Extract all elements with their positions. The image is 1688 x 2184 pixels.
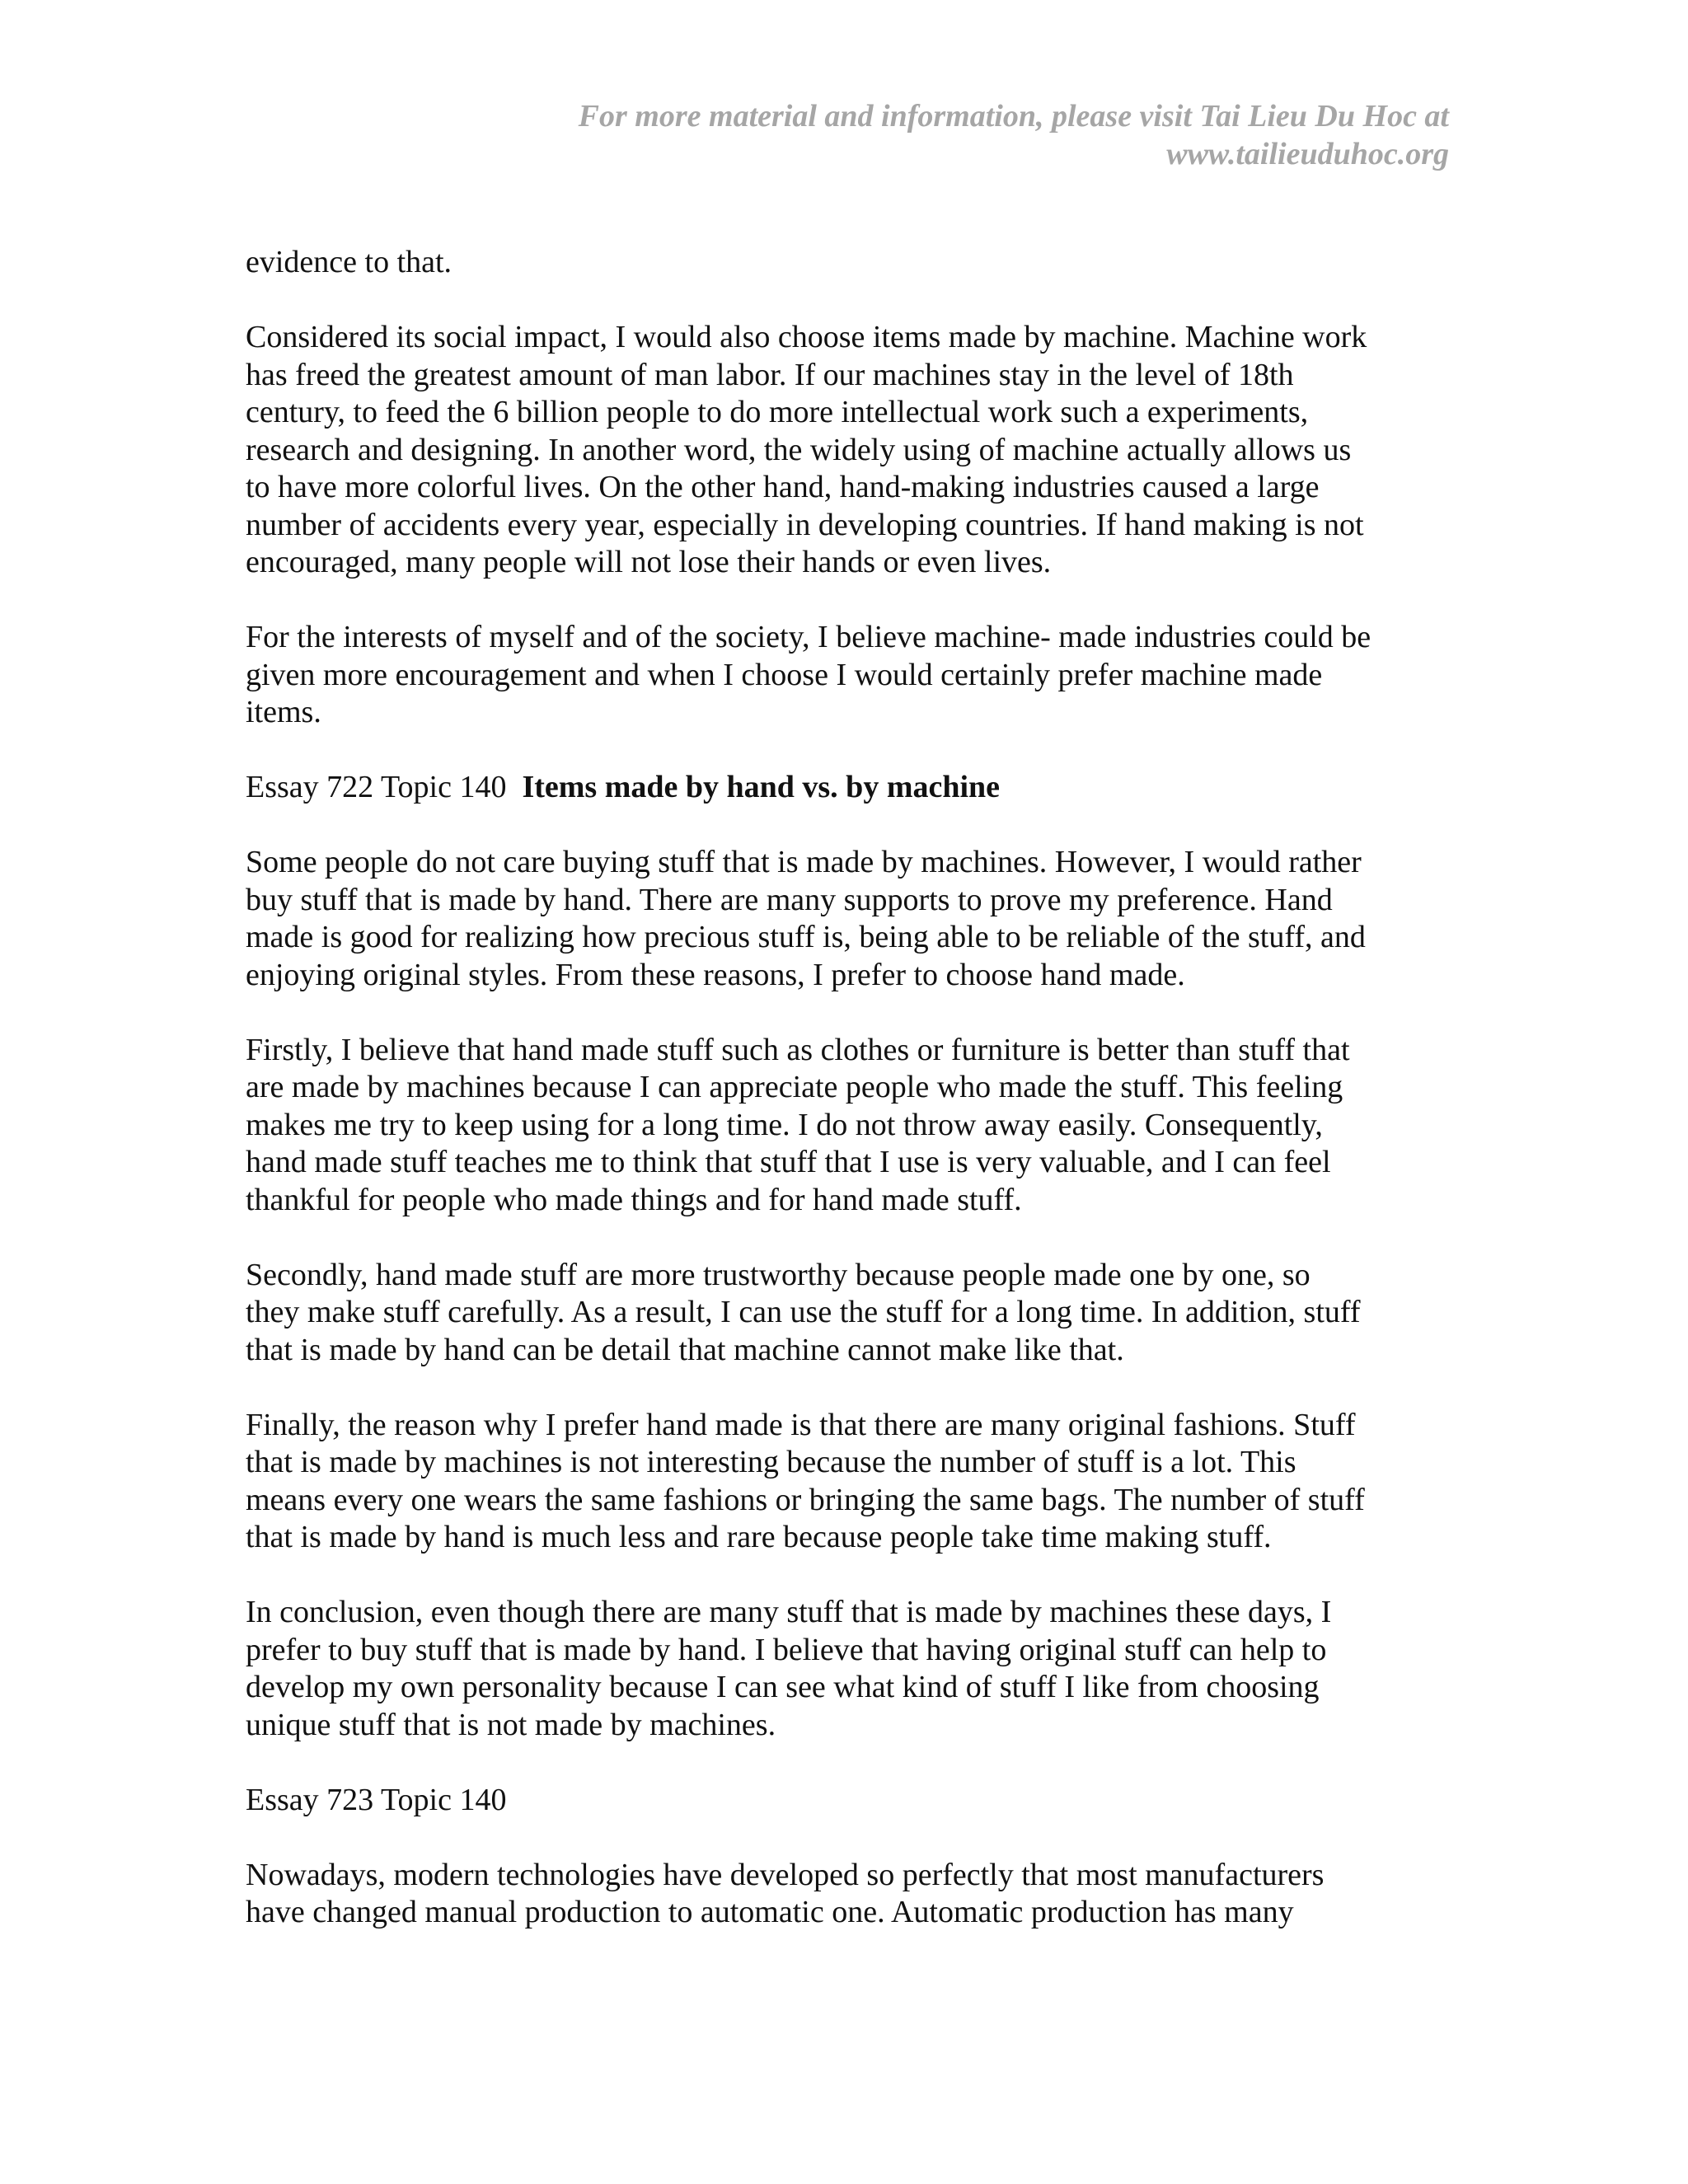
page-header xyxy=(460,97,1449,173)
text-line: that is made by machines is not interesting because the number of stuff is a lot. This xyxy=(246,1445,1296,1479)
text-line: items. xyxy=(246,695,321,729)
essay-723-label: Essay 723 Topic 140 xyxy=(246,1782,507,1817)
paragraph-social-impact xyxy=(246,319,1449,582)
essay-722-label: Essay 722 Topic 140 xyxy=(246,770,507,804)
text-line: Nowadays, modern technologies have developed so perfectly that most manufacturers xyxy=(246,1857,1325,1892)
text-line: has freed the greatest amount of man labor. If our machines stay in the level of 18th xyxy=(246,357,1294,392)
essay-722-heading xyxy=(246,769,1449,807)
text-line: Secondly, hand made stuff are more trustworthy because people made one by one, so xyxy=(246,1257,1311,1292)
text-line: century, to feed the 6 billion people to do more intellectual work such a experiments, xyxy=(246,395,1309,429)
text-line: research and designing. In another word, the widely using of machine actually allows us xyxy=(246,432,1352,467)
header-line-1: For more material and information, please visit Tai Lieu Du Hoc at xyxy=(578,99,1449,134)
text-line: prefer to buy stuff that is made by hand. I believe that having original stuff can help to xyxy=(246,1632,1327,1667)
text-line: buy stuff that is made by hand. There are many supports to prove my preference. Hand xyxy=(246,882,1333,917)
text-line: made is good for realizing how precious stuff is, being able to be reliable of the stuff, and xyxy=(246,920,1366,954)
text-line: have changed manual production to automatic one. Automatic production has many xyxy=(246,1895,1294,1929)
text-line: makes me try to keep using for a long time. I do not throw away easily. Consequently, xyxy=(246,1107,1323,1142)
text-line: Finally, the reason why I prefer hand made is that there are many original fashions. Stuff xyxy=(246,1407,1356,1442)
text-line: For the interests of myself and of the society, I believe machine- made industries could be xyxy=(246,620,1372,654)
text-line: Considered its social impact, I would also choose items made by machine. Machine work xyxy=(246,320,1367,354)
text-line: thankful for people who made things and for hand made stuff. xyxy=(246,1182,1022,1217)
text-line: enjoying original styles. From these reasons, I prefer to choose hand made. xyxy=(246,957,1185,992)
text-line: hand made stuff teaches me to think that stuff that I use is very valuable, and I can feel xyxy=(246,1145,1331,1179)
text-line: develop my own personality because I can see what kind of stuff I like from choosing xyxy=(246,1670,1320,1704)
paragraph-722-finally xyxy=(246,1407,1449,1557)
text-line: Firstly, I believe that hand made stuff such as clothes or furniture is better than stuff that xyxy=(246,1032,1350,1067)
paragraph-722-conclusion xyxy=(246,1594,1449,1744)
text-line: Some people do not care buying stuff that is made by machines. However, I would rather xyxy=(246,845,1362,879)
text-line: In conclusion, even though there are many stuff that is made by machines these days, I xyxy=(246,1595,1332,1629)
text-line: to have more colorful lives. On the other hand, hand-making industries caused a large xyxy=(246,470,1320,504)
paragraph-722-firstly xyxy=(246,1032,1449,1220)
header-website: www.tailieuduhoc.org xyxy=(1166,137,1449,171)
text-line: evidence to that. xyxy=(246,245,452,279)
text-line: number of accidents every year, especially in developing countries. If hand making is not xyxy=(246,507,1364,542)
essay-723-heading xyxy=(246,1782,1449,1820)
text-line: that is made by hand is much less and rare because people take time making stuff. xyxy=(246,1520,1272,1554)
paragraph-722-intro xyxy=(246,844,1449,994)
paragraph-interests xyxy=(246,619,1449,732)
text-line: given more encouragement and when I choose I would certainly prefer machine made xyxy=(246,657,1323,692)
text-line: are made by machines because I can appreciate people who made the stuff. This feeling xyxy=(246,1070,1343,1104)
text-line: that is made by hand can be detail that machine cannot make like that. xyxy=(246,1332,1124,1367)
text-line: unique stuff that is not made by machines. xyxy=(246,1707,776,1742)
text-line: they make stuff carefully. As a result, I can use the stuff for a long time. In addition, stuff xyxy=(246,1295,1361,1329)
paragraph-evidence xyxy=(246,244,1449,282)
paragraph-722-secondly xyxy=(246,1257,1449,1370)
paragraph-723-intro xyxy=(246,1857,1449,1932)
document-body xyxy=(246,244,1449,1969)
text-line: means every one wears the same fashions or bringing the same bags. The number of stuff xyxy=(246,1482,1365,1517)
essay-722-title: Items made by hand vs. by machine xyxy=(522,770,1001,804)
text-line: encouraged, many people will not lose their hands or even lives. xyxy=(246,545,1052,579)
